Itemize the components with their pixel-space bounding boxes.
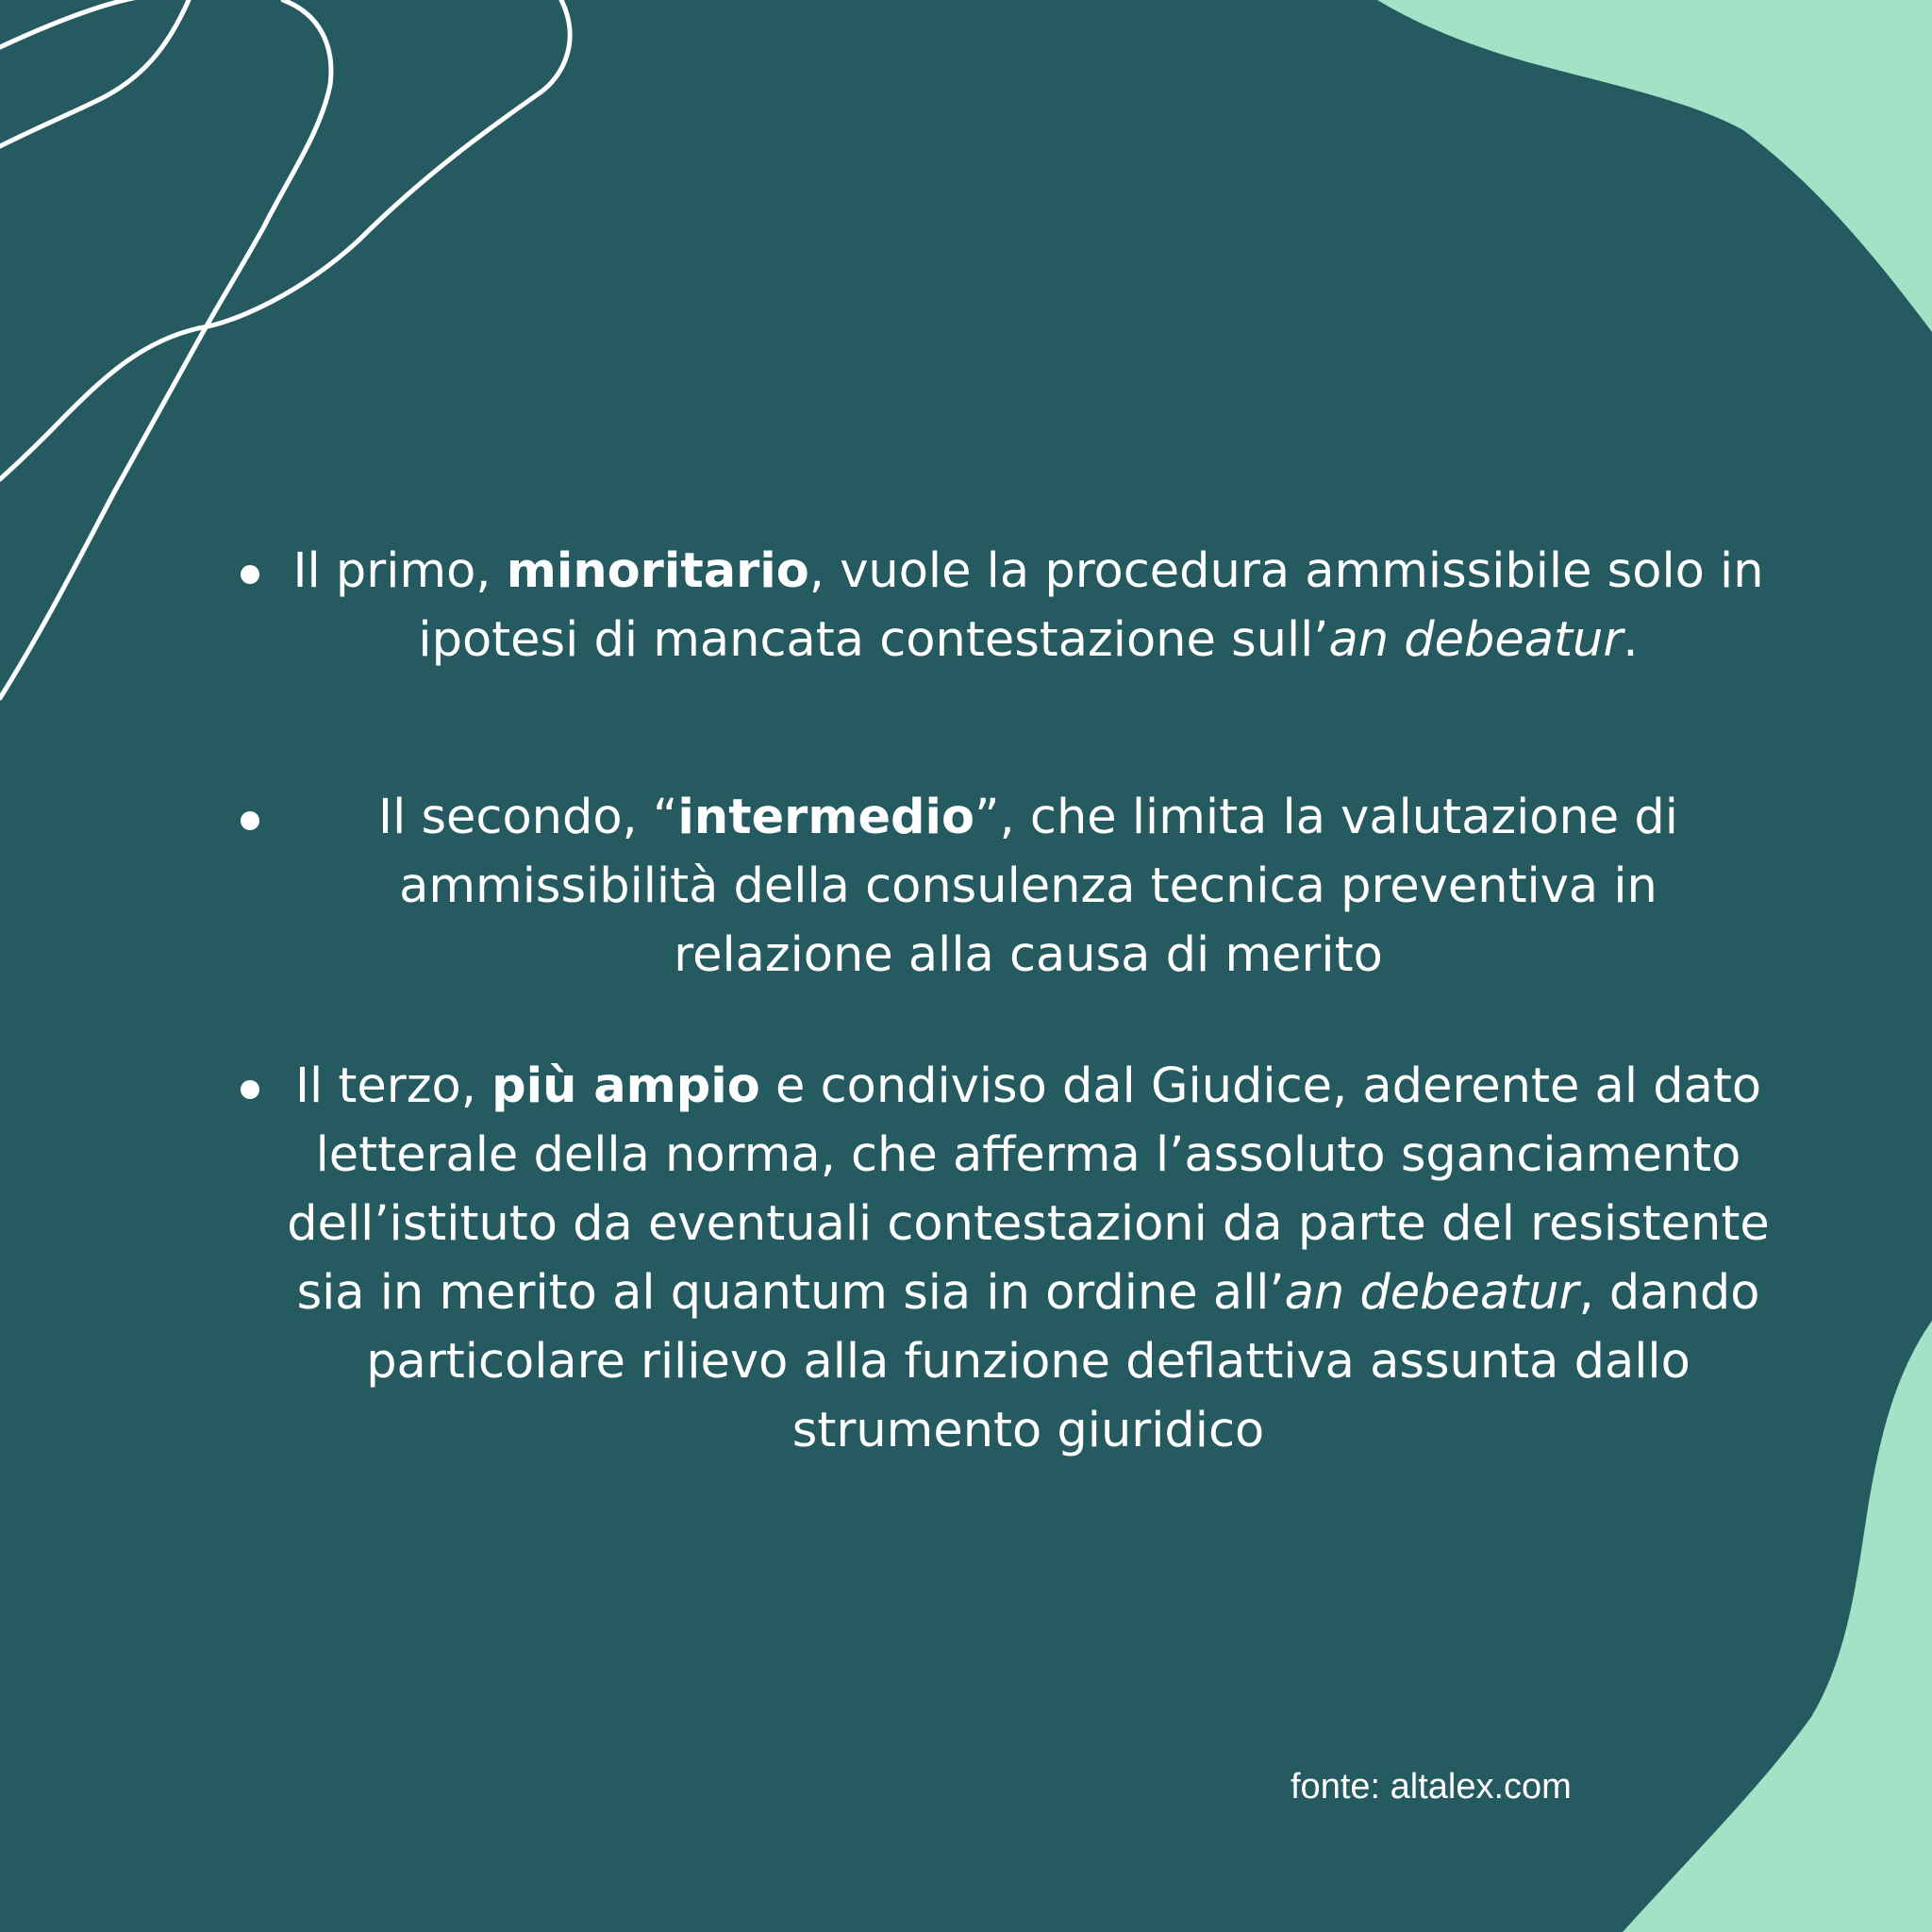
bullet-text-bold: minoritario: [506, 543, 809, 599]
bullet-item: [217, 537, 1774, 675]
bullet-text-after: ”, che limita la valutazione di ammissibilità della consulenza tecnica preventiva in relazione alla causa di merito: [399, 790, 1678, 983]
bullet-text-before: Il terzo,: [294, 1058, 492, 1114]
bullet-point-icon: [241, 811, 259, 830]
bullet-item: [217, 1052, 1774, 1465]
bullet-point-icon: [241, 565, 259, 584]
bullet-item: [217, 783, 1774, 990]
bullet-text-before: Il primo,: [292, 543, 507, 599]
bullet-text: [283, 1052, 1774, 1465]
bullet-text-bold: intermedio: [677, 790, 975, 845]
source-credit: fonte: altalex.com: [1291, 1767, 1572, 1807]
bullet-text-italic: an debeatur: [1328, 612, 1624, 668]
bullet-text-mid: , vuole la procedura ammissibile solo in ipotesi di mancata contestazione sull’: [418, 543, 1764, 668]
bullet-text: [283, 783, 1774, 990]
bullet-text-after: , dando particolare rilievo alla funzione deflattiva assunta dallo strumento giuridico: [366, 1265, 1760, 1458]
bullet-point-icon: [241, 1080, 259, 1099]
bullet-text: [283, 537, 1774, 675]
bullet-text-after: .: [1623, 612, 1639, 668]
bullet-text-italic: an debeatur: [1284, 1265, 1579, 1321]
bullet-text-bold: più ampio: [491, 1058, 760, 1114]
bullet-text-before: Il secondo, “: [378, 790, 678, 845]
bullet-text-mid: e condiviso dal Giudice, aderente al dato letterale della norma, che afferma l’assoluto sganciamento dell’istituto da eventuali contestazioni da parte del resistente sia in merito al quantum sia in ordine all’: [287, 1058, 1770, 1321]
